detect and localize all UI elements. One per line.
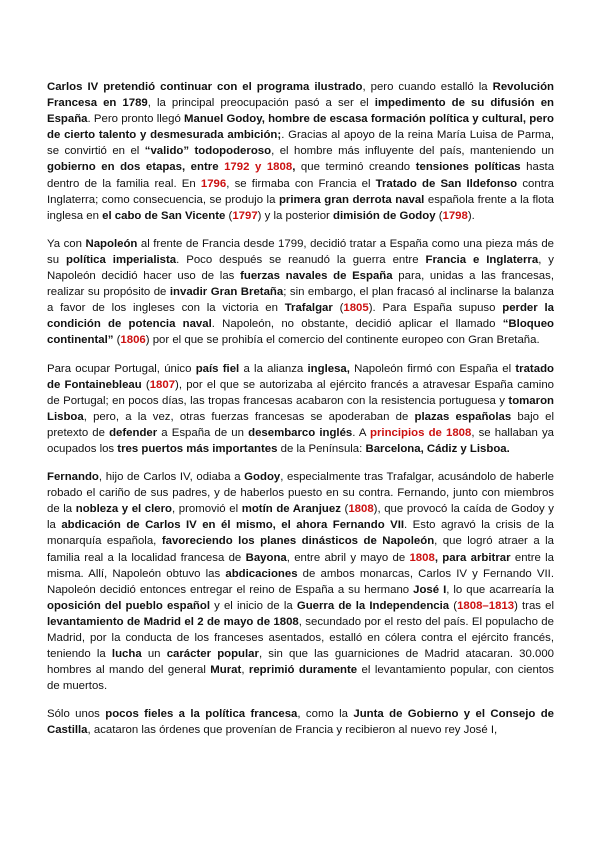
bold-phrase: “Bloqueo continental” bbox=[47, 318, 554, 347]
bold-phrase: lucha bbox=[111, 648, 142, 661]
bold-phrase: desembarco inglés bbox=[248, 426, 353, 439]
bold-phrase: nobleza y el clero bbox=[75, 503, 173, 516]
paragraph-fontainebleau: Para ocupar Portugal, único país fiel a la alianza inglesa, Napoleón firmó con España el tratado de Fontainebleau (1807), por el que se autorizaba al ejército francés a atravesar España camino de Portugal; en pocos días, las tropas francesas acabaron con la resistencia portuguesa y tomaron Lisboa, pero, a la vez, otras fuerzas francesas se apoderaban de plazas españolas bajo el pretexto de defender a España de un desembarco inglés. A principios de 1808, se hallaban ya ocupados los tres puertos más importantes de la Península: Barcelona, Cádiz y Lisboa. bbox=[47, 362, 554, 455]
bold-phrase: dimisión de Godoy bbox=[333, 209, 436, 222]
paragraph-napoleon-trafalgar: Ya con Napoleón al frente de Francia desde 1799, decidió tratar a España como una pieza más de su política imperialista. Poco después se reanudó la guerra entre Francia e Inglaterra, y Napoleón decidió hacer uso de las fuerzas navales de España para, unidas a las francesas, realizar su propósito de invadir Gran Bretaña; sin embargo, el plan fracasó al inclinarse la balanza a favor de los ingleses con la victoria en Trafalgar (1805). Para España supuso perder la condición de potencia naval. Napoleón, no obstante, decidió aplicar el llamado “Bloqueo continental” (1806) por el que se prohibía el comercio del continente europeo con Gran Bretaña. bbox=[47, 237, 555, 347]
bold-phrase: motín de Aranjuez bbox=[241, 503, 341, 516]
date-highlight: 1808 bbox=[348, 503, 374, 516]
bold-phrase: inglesa, bbox=[307, 362, 350, 375]
bold-phrase: oposición del pueblo español bbox=[47, 599, 211, 612]
bold-phrase: levantamiento de Madrid el 2 de mayo de 1808 bbox=[47, 615, 299, 628]
bold-phrase: perder la condición de potencia naval bbox=[47, 302, 554, 331]
bold-phrase: gobierno en dos etapas, entre bbox=[47, 161, 225, 174]
date-highlight: 1808 bbox=[409, 551, 435, 564]
bold-phrase: “valido” todopoderoso bbox=[144, 145, 272, 158]
bold-phrase: favoreciendo los planes dinásticos de Napoleón bbox=[161, 535, 435, 548]
date-highlight: 1792 y 1808 bbox=[224, 161, 293, 174]
bold-phrase: Fernando bbox=[47, 471, 99, 484]
bold-phrase: fuerzas navales de España bbox=[240, 270, 393, 283]
bold-phrase: primera gran derrota naval bbox=[278, 193, 425, 206]
date-highlight: 1806 bbox=[120, 334, 146, 347]
date-highlight: 1805 bbox=[343, 302, 369, 315]
date-highlight: 1798 bbox=[442, 209, 468, 222]
bold-phrase: Godoy bbox=[244, 471, 281, 484]
date-highlight: 1808–1813 bbox=[457, 599, 515, 612]
bold-phrase: José I bbox=[413, 583, 447, 596]
bold-phrase: Murat bbox=[210, 664, 242, 677]
bold-phrase: Carlos IV pretendió continuar con el programa ilustrado bbox=[47, 81, 363, 93]
bold-phrase: Junta de Gobierno y el Consejo de Castilla bbox=[47, 708, 554, 737]
bold-phrase: Trafalgar bbox=[284, 302, 333, 315]
bold-phrase: tomaron Lisboa bbox=[47, 394, 554, 423]
paragraph-carlos-iv-godoy: Carlos IV pretendió continuar con el programa ilustrado, pero cuando estalló la Revolución Francesa en 1789, la principal preocupación pasó a ser el impedimento de su difusión en España. Pero pronto llegó Manuel Godoy, hombre de escasa formación política y cultural, pero de cierto talento y desmesurada ambición;. Gracias al apoyo de la reina María Luisa de Parma, se convirtió en el “valido” todopoderoso, el hombre más influyente del país, manteniendo un gobierno en dos etapas, entre 1792 y 1808, que terminó creando tensiones políticas hasta dentro de la familia real. En 1796, se firmaba con Francia el Tratado de San Ildefonso contra Inglaterra; como consecuencia, se produjo la primera gran derrota naval española frente a la flota inglesa en el cabo de San Vicente (1797) y la posterior dimisión de Godoy (1798). bbox=[47, 81, 555, 222]
paragraph-fernando-bayona: Fernando, hijo de Carlos IV, odiaba a Godoy, especialmente tras Trafalgar, acusándolo de haberle robado el cariño de sus padres, y de haberlos puesto en su contra. Fernando, junto con miembros de la nobleza y el clero, promovió el motín de Aranjuez (1808), que provocó la caída de Godoy y la abdicación de Carlos IV en él mismo, el ahora Fernando VII. Esto agravó la crisis de la monarquía española, favoreciendo los planes dinásticos de Napoleón, que logró atraer a la familia real a la localidad francesa de Bayona, entre abril y mayo de 1808, para arbitrar entre la misma. Allí, Napoleón obtuvo las abdicaciones de ambos monarcas, Carlos IV y Fernando VII. Napoleón decidió entonces entregar el reino de España a su hermano José I, lo que acarrearía la oposición del pueblo español y el inicio de la Guerra de la Independencia (1808–1813) tras el levantamiento de Madrid el 2 de mayo de 1808, secundado por el resto del país. El populacho de Madrid, por la conducta de los franceses asentados, estalló en cólera contra el ejército francés, teniendo la lucha un carácter popular, sin que las guarniciones de Madrid atacaran. 30.000 hombres al mando del general Murat, reprimió duramente el levantamiento popular, con cientos de muertos. bbox=[47, 471, 555, 693]
bold-phrase: reprimió duramente bbox=[248, 664, 358, 677]
bold-phrase: Napoleón bbox=[85, 237, 138, 250]
bold-phrase: , bbox=[292, 161, 296, 174]
bold-phrase: el cabo de San Vicente bbox=[102, 209, 226, 222]
bold-phrase: tensiones políticas bbox=[415, 161, 521, 174]
bold-phrase: , para arbitrar bbox=[434, 551, 511, 564]
bold-phrase: abdicaciones bbox=[225, 567, 298, 580]
bold-phrase: Guerra de la Independencia bbox=[296, 599, 450, 612]
bold-phrase: invadir Gran Bretaña bbox=[169, 286, 284, 299]
date-highlight: 1807 bbox=[149, 378, 176, 391]
bold-phrase: carácter popular bbox=[166, 648, 259, 661]
date-highlight: 1796 bbox=[200, 177, 227, 190]
bold-phrase: país fiel bbox=[195, 362, 240, 375]
bold-phrase: tratado de Fontainebleau bbox=[47, 362, 554, 391]
bold-phrase: pocos fieles a la política francesa bbox=[105, 708, 298, 721]
bold-phrase: Manuel Godoy, hombre de escasa formación política y cultural, pero de cierto talento y desmesurada ambición; bbox=[47, 113, 554, 142]
bold-phrase: plazas españolas bbox=[414, 410, 512, 423]
bold-phrase: Tratado de San Ildefonso bbox=[375, 177, 518, 190]
bold-phrase: defender bbox=[109, 426, 158, 439]
bold-phrase: Bayona bbox=[245, 551, 287, 564]
bold-phrase: abdicación de Carlos IV en él mismo, el ahora Fernando VII bbox=[61, 519, 405, 532]
date-highlight: principios de 1808 bbox=[370, 426, 472, 439]
paragraph-junta-gobierno: Sólo unos pocos fieles a la política francesa, como la Junta de Gobierno y el Consejo de Castilla, acataron las órdenes que provenían de Francia y recibieron al nuevo rey José I, bbox=[47, 708, 554, 737]
bold-phrase: tres puertos más importantes bbox=[117, 442, 278, 455]
date-highlight: 1797 bbox=[232, 209, 258, 222]
bold-phrase: política imperialista bbox=[65, 253, 177, 266]
bold-phrase: Barcelona, Cádiz y Lisboa. bbox=[365, 442, 510, 455]
bold-phrase: Revolución Francesa en 1789 bbox=[47, 81, 554, 110]
bold-phrase: impedimento de su difusión en España bbox=[47, 97, 554, 126]
bold-phrase: Francia e Inglaterra bbox=[425, 253, 539, 266]
